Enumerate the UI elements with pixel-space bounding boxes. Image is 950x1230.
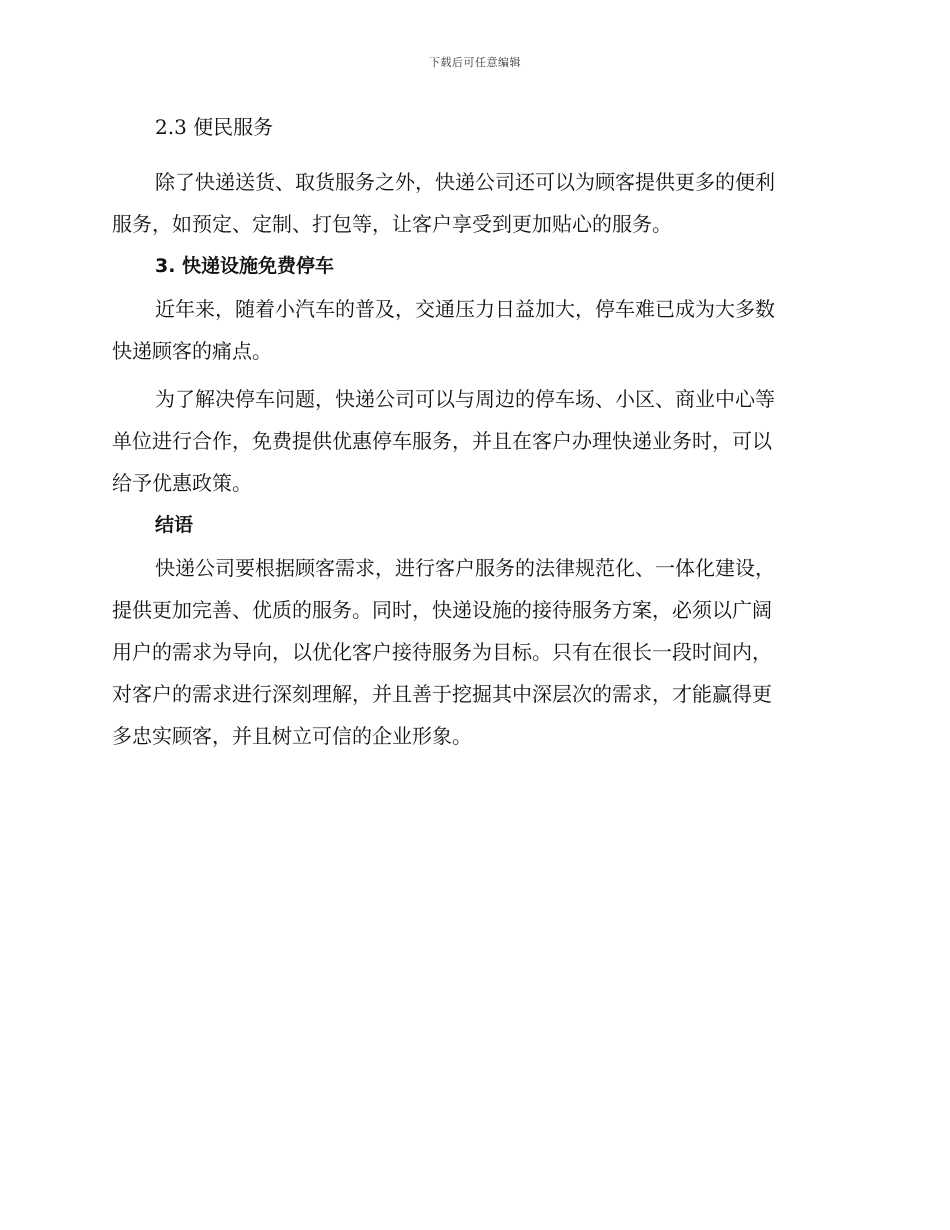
text-line: 快递顾客的痛点。 (112, 339, 272, 363)
section-heading-2-3: 2.3 便民服务 (155, 115, 274, 139)
text-line: 快递公司要根据顾客需求，进行客户服务的法律规范化、一体化建设， (155, 556, 775, 580)
text-line: 提供更加完善、优质的服务。同时，快递设施的接待服务方案，必须以广阔 (112, 598, 772, 622)
section-heading-3: 3. 快递设施免费停车 (155, 255, 335, 277)
paragraph-conclusion (112, 554, 832, 750)
text-line: 单位进行合作，免费提供优惠停车服务，并且在客户办理快递业务时，可以 (112, 429, 772, 453)
text-line: 服务，如预定、定制、打包等，让客户享受到更加贴心的服务。 (112, 212, 672, 236)
paragraph-3-1 (112, 295, 832, 365)
text-line: 为了解决停车问题，快递公司可以与周边的停车场、小区、商业中心等 (155, 387, 775, 411)
text-line: 多忠实顾客，并且树立可信的企业形象。 (112, 724, 472, 748)
text-line: 除了快递送货、取货服务之外，快递公司还可以为顾客提供更多的便利 (155, 170, 775, 194)
document-body (112, 109, 832, 750)
section-heading-conclusion: 结语 (155, 514, 194, 536)
text-line: 对客户的需求进行深刻理解，并且善于挖掘其中深层次的需求，才能赢得更 (112, 682, 772, 706)
page-header-note: 下载后可任意编辑 (429, 56, 521, 69)
text-line: 近年来，随着小汽车的普及，交通压力日益加大，停车难已成为大多数 (155, 297, 775, 321)
paragraph-3-2 (112, 385, 832, 497)
text-line: 给予优惠政策。 (112, 471, 252, 495)
paragraph-2-3 (112, 168, 832, 238)
text-line: 用户的需求为导向，以优化客户接待服务为目标。只有在很长一段时间内， (112, 640, 772, 664)
